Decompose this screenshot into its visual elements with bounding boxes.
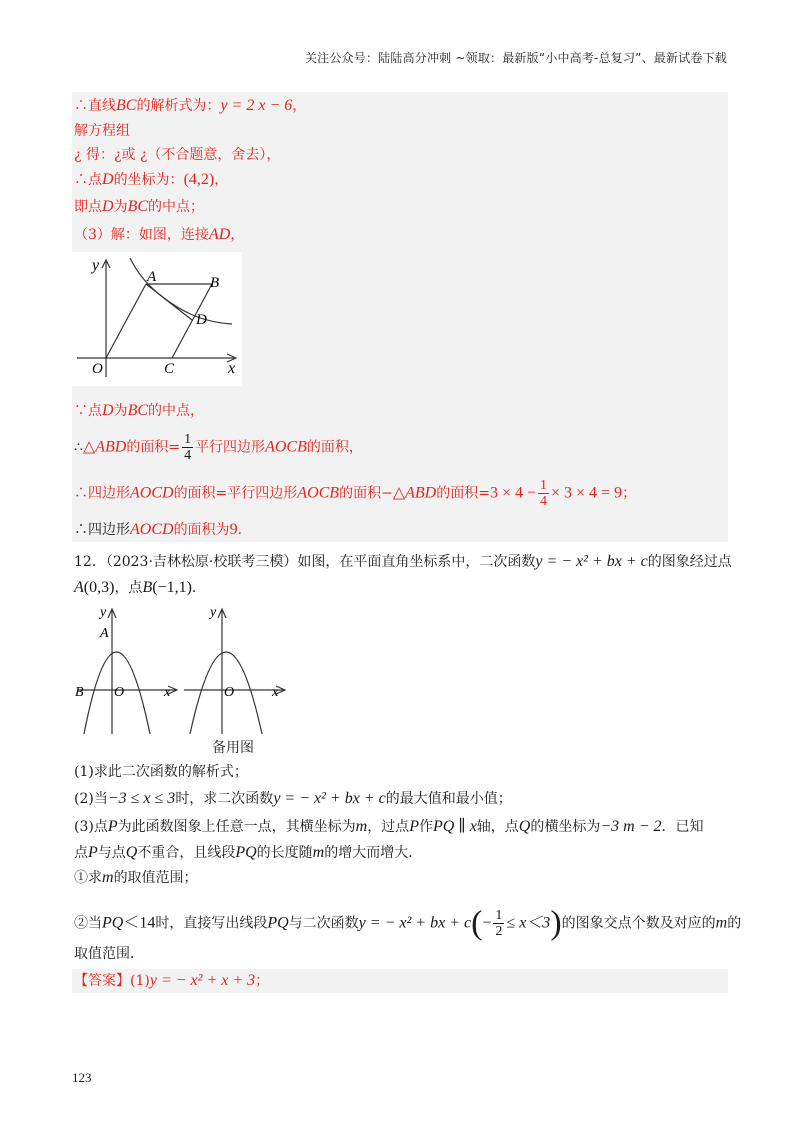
problem-12-stem: 12．（2023·吉林松原·校联考三模）如图，在平面直角坐标系中，二次函数y = − x² + bx + c的图象经过点 bbox=[74, 553, 732, 570]
solution-line-6: （3）解：如图，连接AD， bbox=[74, 226, 245, 243]
origin-label: O bbox=[92, 361, 103, 377]
solution-line-1: ∴直线BC的解析式为：y = 2 x − 6， bbox=[74, 97, 307, 114]
figure-parallelogram bbox=[72, 252, 242, 386]
solution-line-4: ∴点D的坐标为：(4,2)， bbox=[74, 171, 229, 188]
axis-x-label: x bbox=[272, 685, 279, 700]
point-A-label: A bbox=[100, 626, 109, 641]
page-number: 123 bbox=[72, 1070, 92, 1085]
origin-label: O bbox=[224, 685, 235, 700]
problem-12-points: A(0,3)，点B(−1,1)． bbox=[74, 579, 206, 596]
figure-parabola-main bbox=[72, 604, 182, 738]
solution-line-7: ∵点D为BC的中点， bbox=[74, 402, 205, 419]
question-3-line-2: 点P与点Q不重合，且线段PQ的长度随m的增大而增大． bbox=[74, 844, 423, 861]
solution-line-2: 解方程组 bbox=[74, 123, 130, 139]
point-D-label: D bbox=[196, 312, 207, 328]
question-1: (1)求此二次函数的解析式； bbox=[74, 764, 248, 780]
axis-x-label: x bbox=[164, 685, 171, 700]
solution-line-9: ∴四边形AOCD的面积=平行四边形AOCB的面积−△ABD的面积=3 × 4 − $\frac{1}{4}$ × 3 × 4 = 9； bbox=[74, 478, 637, 509]
answer-tag: 【答案】 bbox=[74, 973, 130, 989]
solution-line-5: 即点D为BC的中点； bbox=[74, 198, 205, 215]
point-A-label: A bbox=[147, 269, 157, 285]
axis-x-label: x bbox=[228, 360, 236, 377]
page-header: 关注公众号：陆陆高分冲刺 ~领取：最新版“小中高考-总复习”、最新试卷下载 bbox=[304, 51, 727, 65]
question-3-i: ①求m的取值范围； bbox=[74, 869, 198, 886]
solution-line-10: ∴四边形AOCD的面积为9． bbox=[74, 521, 252, 538]
question-3-ii-line-2: 取值范围． bbox=[74, 946, 144, 962]
solution-line-8: ∴△ABD的面积= $\frac{1}{4}$ 平行四边形AOCB的面积， bbox=[74, 432, 363, 463]
question-3-ii: ②当PQ＜14时，直接写出线段PQ与二次函数y = − x² + bx + c(− $\frac{1}{2}$ ≤ x＜3)的图象交点个数及对应的m的 bbox=[74, 904, 742, 942]
point-B-label: B bbox=[75, 685, 84, 700]
question-3-line-1: (3)点P为此函数图象上任意一点，其横坐标为m，过点P作PQ ∥ x轴，点Q的横坐标为−3 m − 2．已知 bbox=[74, 818, 704, 835]
point-C-label: C bbox=[164, 361, 175, 377]
figure-parabola-spare bbox=[180, 604, 290, 738]
axis-y-label: y bbox=[100, 605, 107, 620]
origin-label: O bbox=[114, 685, 125, 700]
solution-line-3: ¿ 得：¿或 ¿（不合题意，舍去）， bbox=[74, 147, 281, 163]
axis-y-label: y bbox=[92, 257, 100, 274]
figure-caption: 备用图 bbox=[212, 740, 254, 756]
point-B-label: B bbox=[210, 275, 220, 291]
answer-line: 【答案】(1)y = − x² + x + 3； bbox=[74, 972, 270, 989]
equation: y = 2 x − 6 bbox=[220, 97, 293, 114]
axis-y-label: y bbox=[210, 605, 217, 620]
question-2: (2)当−3 ≤ x ≤ 3时，求二次函数y = − x² + bx + c的最大值和最小值； bbox=[74, 790, 512, 807]
